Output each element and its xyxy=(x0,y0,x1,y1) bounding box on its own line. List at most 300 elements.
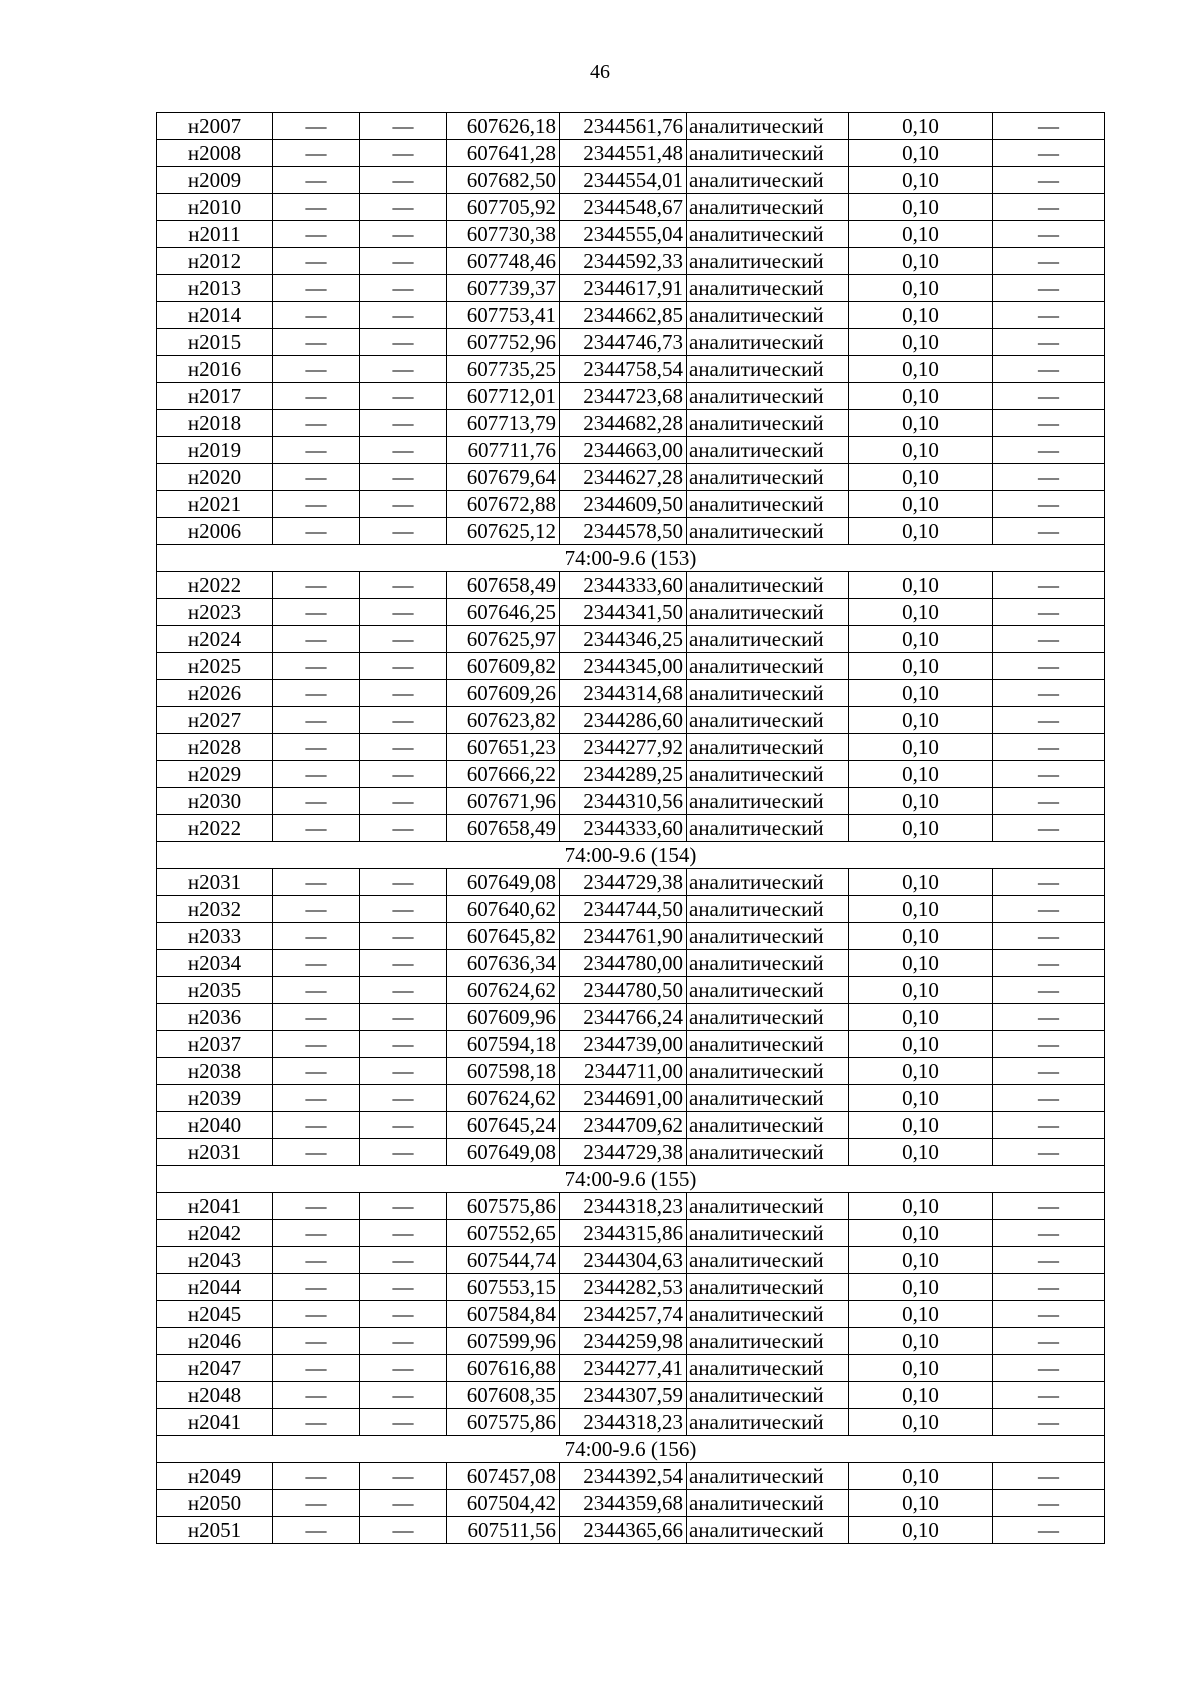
dash-cell: — xyxy=(273,761,360,788)
dash-cell: — xyxy=(273,1112,360,1139)
x-coordinate-cell: 607504,42 xyxy=(447,1490,560,1517)
table-row xyxy=(157,869,1105,896)
dash-cell: — xyxy=(993,1274,1105,1301)
table-row xyxy=(157,788,1105,815)
x-coordinate-cell: 607640,62 xyxy=(447,896,560,923)
table-row xyxy=(157,572,1105,599)
method-cell: аналитический xyxy=(687,1031,849,1058)
table-row xyxy=(157,734,1105,761)
table-row xyxy=(157,140,1105,167)
point-id-cell: н2030 xyxy=(157,788,273,815)
y-coordinate-cell: 2344257,74 xyxy=(560,1301,687,1328)
y-coordinate-cell: 2344729,38 xyxy=(560,1139,687,1166)
x-coordinate-cell: 607575,86 xyxy=(447,1193,560,1220)
dash-cell: — xyxy=(993,923,1105,950)
point-id-cell: н2012 xyxy=(157,248,273,275)
method-cell: аналитический xyxy=(687,680,849,707)
y-coordinate-cell: 2344711,00 xyxy=(560,1058,687,1085)
dash-cell: — xyxy=(360,194,447,221)
dash-cell: — xyxy=(273,815,360,842)
method-cell: аналитический xyxy=(687,1004,849,1031)
x-coordinate-cell: 607553,15 xyxy=(447,1274,560,1301)
point-id-cell: н2006 xyxy=(157,518,273,545)
table-row xyxy=(157,383,1105,410)
point-id-cell: н2041 xyxy=(157,1409,273,1436)
accuracy-cell: 0,10 xyxy=(849,140,993,167)
x-coordinate-cell: 607624,62 xyxy=(447,1085,560,1112)
method-cell: аналитический xyxy=(687,167,849,194)
point-id-cell: н2043 xyxy=(157,1247,273,1274)
dash-cell: — xyxy=(273,1355,360,1382)
dash-cell: — xyxy=(273,518,360,545)
y-coordinate-cell: 2344259,98 xyxy=(560,1328,687,1355)
point-id-cell: н2023 xyxy=(157,599,273,626)
dash-cell: — xyxy=(273,140,360,167)
dash-cell: — xyxy=(993,167,1105,194)
dash-cell: — xyxy=(993,572,1105,599)
dash-cell: — xyxy=(993,383,1105,410)
accuracy-cell: 0,10 xyxy=(849,950,993,977)
accuracy-cell: 0,10 xyxy=(849,680,993,707)
y-coordinate-cell: 2344318,23 xyxy=(560,1409,687,1436)
y-coordinate-cell: 2344609,50 xyxy=(560,491,687,518)
x-coordinate-cell: 607623,82 xyxy=(447,707,560,734)
accuracy-cell: 0,10 xyxy=(849,518,993,545)
table-row xyxy=(157,1193,1105,1220)
point-id-cell: н2024 xyxy=(157,626,273,653)
method-cell: аналитический xyxy=(687,950,849,977)
method-cell: аналитический xyxy=(687,140,849,167)
dash-cell: — xyxy=(273,599,360,626)
dash-cell: — xyxy=(993,1490,1105,1517)
method-cell: аналитический xyxy=(687,788,849,815)
dash-cell: — xyxy=(273,923,360,950)
dash-cell: — xyxy=(360,329,447,356)
x-coordinate-cell: 607730,38 xyxy=(447,221,560,248)
dash-cell: — xyxy=(273,1382,360,1409)
dash-cell: — xyxy=(993,1328,1105,1355)
y-coordinate-cell: 2344758,54 xyxy=(560,356,687,383)
dash-cell: — xyxy=(360,1355,447,1382)
y-coordinate-cell: 2344592,33 xyxy=(560,248,687,275)
dash-cell: — xyxy=(360,167,447,194)
dash-cell: — xyxy=(993,113,1105,140)
section-header-row xyxy=(157,1436,1105,1463)
y-coordinate-cell: 2344392,54 xyxy=(560,1463,687,1490)
table-row xyxy=(157,1058,1105,1085)
method-cell: аналитический xyxy=(687,761,849,788)
dash-cell: — xyxy=(360,1112,447,1139)
table-row xyxy=(157,1085,1105,1112)
y-coordinate-cell: 2344617,91 xyxy=(560,275,687,302)
point-id-cell: н2050 xyxy=(157,1490,273,1517)
section-label: 74:00-9.6 (156) xyxy=(157,1436,1105,1463)
dash-cell: — xyxy=(273,572,360,599)
point-id-cell: н2044 xyxy=(157,1274,273,1301)
table-row xyxy=(157,194,1105,221)
dash-cell: — xyxy=(993,680,1105,707)
method-cell: аналитический xyxy=(687,1301,849,1328)
method-cell: аналитический xyxy=(687,1193,849,1220)
point-id-cell: н2015 xyxy=(157,329,273,356)
dash-cell: — xyxy=(360,275,447,302)
method-cell: аналитический xyxy=(687,410,849,437)
dash-cell: — xyxy=(273,1517,360,1544)
dash-cell: — xyxy=(273,788,360,815)
point-id-cell: н2010 xyxy=(157,194,273,221)
x-coordinate-cell: 607636,34 xyxy=(447,950,560,977)
table-row xyxy=(157,653,1105,680)
point-id-cell: н2045 xyxy=(157,1301,273,1328)
point-id-cell: н2047 xyxy=(157,1355,273,1382)
x-coordinate-cell: 607608,35 xyxy=(447,1382,560,1409)
y-coordinate-cell: 2344345,00 xyxy=(560,653,687,680)
accuracy-cell: 0,10 xyxy=(849,1517,993,1544)
dash-cell: — xyxy=(273,653,360,680)
y-coordinate-cell: 2344277,92 xyxy=(560,734,687,761)
point-id-cell: н2009 xyxy=(157,167,273,194)
dash-cell: — xyxy=(360,356,447,383)
dash-cell: — xyxy=(273,950,360,977)
point-id-cell: н2027 xyxy=(157,707,273,734)
y-coordinate-cell: 2344286,60 xyxy=(560,707,687,734)
y-coordinate-cell: 2344766,24 xyxy=(560,1004,687,1031)
dash-cell: — xyxy=(360,1085,447,1112)
method-cell: аналитический xyxy=(687,1247,849,1274)
accuracy-cell: 0,10 xyxy=(849,491,993,518)
x-coordinate-cell: 607748,46 xyxy=(447,248,560,275)
point-id-cell: н2018 xyxy=(157,410,273,437)
table-row xyxy=(157,248,1105,275)
dash-cell: — xyxy=(273,383,360,410)
table-row xyxy=(157,410,1105,437)
dash-cell: — xyxy=(360,1382,447,1409)
dash-cell: — xyxy=(993,1517,1105,1544)
dash-cell: — xyxy=(360,653,447,680)
dash-cell: — xyxy=(993,977,1105,1004)
dash-cell: — xyxy=(360,1220,447,1247)
method-cell: аналитический xyxy=(687,1112,849,1139)
method-cell: аналитический xyxy=(687,1274,849,1301)
point-id-cell: н2033 xyxy=(157,923,273,950)
point-id-cell: н2038 xyxy=(157,1058,273,1085)
dash-cell: — xyxy=(993,950,1105,977)
dash-cell: — xyxy=(993,1301,1105,1328)
x-coordinate-cell: 607594,18 xyxy=(447,1031,560,1058)
method-cell: аналитический xyxy=(687,896,849,923)
x-coordinate-cell: 607646,25 xyxy=(447,599,560,626)
dash-cell: — xyxy=(993,302,1105,329)
table-row xyxy=(157,329,1105,356)
dash-cell: — xyxy=(273,491,360,518)
y-coordinate-cell: 2344341,50 xyxy=(560,599,687,626)
y-coordinate-cell: 2344365,66 xyxy=(560,1517,687,1544)
coordinates-table-body xyxy=(157,113,1105,1544)
table-row xyxy=(157,815,1105,842)
dash-cell: — xyxy=(993,1355,1105,1382)
table-row xyxy=(157,1490,1105,1517)
table-row xyxy=(157,1247,1105,1274)
point-id-cell: н2021 xyxy=(157,491,273,518)
dash-cell: — xyxy=(273,221,360,248)
dash-cell: — xyxy=(273,1463,360,1490)
y-coordinate-cell: 2344555,04 xyxy=(560,221,687,248)
y-coordinate-cell: 2344746,73 xyxy=(560,329,687,356)
table-row xyxy=(157,113,1105,140)
x-coordinate-cell: 607598,18 xyxy=(447,1058,560,1085)
dash-cell: — xyxy=(360,410,447,437)
table-row xyxy=(157,950,1105,977)
x-coordinate-cell: 607753,41 xyxy=(447,302,560,329)
point-id-cell: н2031 xyxy=(157,869,273,896)
y-coordinate-cell: 2344277,41 xyxy=(560,1355,687,1382)
dash-cell: — xyxy=(993,1382,1105,1409)
dash-cell: — xyxy=(993,1139,1105,1166)
dash-cell: — xyxy=(360,1328,447,1355)
accuracy-cell: 0,10 xyxy=(849,329,993,356)
method-cell: аналитический xyxy=(687,1220,849,1247)
dash-cell: — xyxy=(993,464,1105,491)
x-coordinate-cell: 607658,49 xyxy=(447,572,560,599)
y-coordinate-cell: 2344289,25 xyxy=(560,761,687,788)
dash-cell: — xyxy=(993,1463,1105,1490)
dash-cell: — xyxy=(993,788,1105,815)
dash-cell: — xyxy=(273,1247,360,1274)
section-label: 74:00-9.6 (155) xyxy=(157,1166,1105,1193)
x-coordinate-cell: 607552,65 xyxy=(447,1220,560,1247)
y-coordinate-cell: 2344627,28 xyxy=(560,464,687,491)
accuracy-cell: 0,10 xyxy=(849,1085,993,1112)
dash-cell: — xyxy=(360,1517,447,1544)
y-coordinate-cell: 2344780,50 xyxy=(560,977,687,1004)
accuracy-cell: 0,10 xyxy=(849,356,993,383)
dash-cell: — xyxy=(993,869,1105,896)
table-row xyxy=(157,896,1105,923)
x-coordinate-cell: 607649,08 xyxy=(447,869,560,896)
dash-cell: — xyxy=(993,491,1105,518)
dash-cell: — xyxy=(993,194,1105,221)
table-row xyxy=(157,437,1105,464)
table-row xyxy=(157,1301,1105,1328)
accuracy-cell: 0,10 xyxy=(849,1139,993,1166)
y-coordinate-cell: 2344780,00 xyxy=(560,950,687,977)
y-coordinate-cell: 2344359,68 xyxy=(560,1490,687,1517)
y-coordinate-cell: 2344304,63 xyxy=(560,1247,687,1274)
x-coordinate-cell: 607626,18 xyxy=(447,113,560,140)
x-coordinate-cell: 607609,26 xyxy=(447,680,560,707)
point-id-cell: н2028 xyxy=(157,734,273,761)
dash-cell: — xyxy=(273,1004,360,1031)
dash-cell: — xyxy=(360,1193,447,1220)
table-row xyxy=(157,599,1105,626)
page-number: 46 xyxy=(590,61,610,83)
y-coordinate-cell: 2344318,23 xyxy=(560,1193,687,1220)
point-id-cell: н2025 xyxy=(157,653,273,680)
point-id-cell: н2051 xyxy=(157,1517,273,1544)
point-id-cell: н2014 xyxy=(157,302,273,329)
x-coordinate-cell: 607705,92 xyxy=(447,194,560,221)
table-row xyxy=(157,923,1105,950)
table-row xyxy=(157,977,1105,1004)
dash-cell: — xyxy=(360,869,447,896)
dash-cell: — xyxy=(360,518,447,545)
dash-cell: — xyxy=(993,1085,1105,1112)
method-cell: аналитический xyxy=(687,1058,849,1085)
x-coordinate-cell: 607599,96 xyxy=(447,1328,560,1355)
x-coordinate-cell: 607679,64 xyxy=(447,464,560,491)
method-cell: аналитический xyxy=(687,464,849,491)
accuracy-cell: 0,10 xyxy=(849,1220,993,1247)
dash-cell: — xyxy=(993,1112,1105,1139)
dash-cell: — xyxy=(993,248,1105,275)
method-cell: аналитический xyxy=(687,1382,849,1409)
point-id-cell: н2019 xyxy=(157,437,273,464)
dash-cell: — xyxy=(273,1139,360,1166)
dash-cell: — xyxy=(993,221,1105,248)
x-coordinate-cell: 607649,08 xyxy=(447,1139,560,1166)
y-coordinate-cell: 2344333,60 xyxy=(560,815,687,842)
accuracy-cell: 0,10 xyxy=(849,896,993,923)
method-cell: аналитический xyxy=(687,1409,849,1436)
dash-cell: — xyxy=(273,410,360,437)
method-cell: аналитический xyxy=(687,302,849,329)
accuracy-cell: 0,10 xyxy=(849,923,993,950)
dash-cell: — xyxy=(360,680,447,707)
x-coordinate-cell: 607641,28 xyxy=(447,140,560,167)
dash-cell: — xyxy=(993,329,1105,356)
accuracy-cell: 0,10 xyxy=(849,1004,993,1031)
accuracy-cell: 0,10 xyxy=(849,167,993,194)
dash-cell: — xyxy=(360,1247,447,1274)
point-id-cell: н2022 xyxy=(157,572,273,599)
method-cell: аналитический xyxy=(687,1355,849,1382)
accuracy-cell: 0,10 xyxy=(849,761,993,788)
method-cell: аналитический xyxy=(687,869,849,896)
dash-cell: — xyxy=(273,248,360,275)
accuracy-cell: 0,10 xyxy=(849,1274,993,1301)
dash-cell: — xyxy=(993,1193,1105,1220)
dash-cell: — xyxy=(993,356,1105,383)
dash-cell: — xyxy=(993,1004,1105,1031)
dash-cell: — xyxy=(360,626,447,653)
x-coordinate-cell: 607645,82 xyxy=(447,923,560,950)
method-cell: аналитический xyxy=(687,923,849,950)
method-cell: аналитический xyxy=(687,491,849,518)
x-coordinate-cell: 607625,12 xyxy=(447,518,560,545)
x-coordinate-cell: 607544,74 xyxy=(447,1247,560,1274)
table-row xyxy=(157,1220,1105,1247)
accuracy-cell: 0,10 xyxy=(849,275,993,302)
dash-cell: — xyxy=(993,761,1105,788)
x-coordinate-cell: 607624,62 xyxy=(447,977,560,1004)
table-row xyxy=(157,1517,1105,1544)
x-coordinate-cell: 607609,96 xyxy=(447,1004,560,1031)
section-label: 74:00-9.6 (154) xyxy=(157,842,1105,869)
dash-cell: — xyxy=(360,1463,447,1490)
dash-cell: — xyxy=(273,194,360,221)
accuracy-cell: 0,10 xyxy=(849,1328,993,1355)
dash-cell: — xyxy=(993,653,1105,680)
table-row xyxy=(157,167,1105,194)
x-coordinate-cell: 607666,22 xyxy=(447,761,560,788)
point-id-cell: н2034 xyxy=(157,950,273,977)
section-header-row xyxy=(157,842,1105,869)
accuracy-cell: 0,10 xyxy=(849,1490,993,1517)
x-coordinate-cell: 607616,88 xyxy=(447,1355,560,1382)
accuracy-cell: 0,10 xyxy=(849,1058,993,1085)
dash-cell: — xyxy=(273,734,360,761)
method-cell: аналитический xyxy=(687,275,849,302)
dash-cell: — xyxy=(360,1274,447,1301)
accuracy-cell: 0,10 xyxy=(849,734,993,761)
dash-cell: — xyxy=(360,923,447,950)
method-cell: аналитический xyxy=(687,194,849,221)
x-coordinate-cell: 607651,23 xyxy=(447,734,560,761)
accuracy-cell: 0,10 xyxy=(849,788,993,815)
accuracy-cell: 0,10 xyxy=(849,1031,993,1058)
table-row xyxy=(157,626,1105,653)
x-coordinate-cell: 607609,82 xyxy=(447,653,560,680)
table-row xyxy=(157,1274,1105,1301)
table-row xyxy=(157,275,1105,302)
dash-cell: — xyxy=(273,1031,360,1058)
y-coordinate-cell: 2344723,68 xyxy=(560,383,687,410)
dash-cell: — xyxy=(273,302,360,329)
dash-cell: — xyxy=(993,518,1105,545)
dash-cell: — xyxy=(360,113,447,140)
accuracy-cell: 0,10 xyxy=(849,626,993,653)
dash-cell: — xyxy=(360,1031,447,1058)
table-row xyxy=(157,1004,1105,1031)
method-cell: аналитический xyxy=(687,221,849,248)
accuracy-cell: 0,10 xyxy=(849,383,993,410)
y-coordinate-cell: 2344761,90 xyxy=(560,923,687,950)
dash-cell: — xyxy=(360,761,447,788)
point-id-cell: н2022 xyxy=(157,815,273,842)
dash-cell: — xyxy=(273,437,360,464)
method-cell: аналитический xyxy=(687,113,849,140)
point-id-cell: н2041 xyxy=(157,1193,273,1220)
dash-cell: — xyxy=(360,572,447,599)
dash-cell: — xyxy=(273,707,360,734)
table-row xyxy=(157,761,1105,788)
table-row xyxy=(157,1382,1105,1409)
accuracy-cell: 0,10 xyxy=(849,221,993,248)
dash-cell: — xyxy=(273,1490,360,1517)
dash-cell: — xyxy=(360,1490,447,1517)
table-row xyxy=(157,680,1105,707)
accuracy-cell: 0,10 xyxy=(849,464,993,491)
dash-cell: — xyxy=(993,626,1105,653)
dash-cell: — xyxy=(273,329,360,356)
dash-cell: — xyxy=(273,1274,360,1301)
method-cell: аналитический xyxy=(687,572,849,599)
y-coordinate-cell: 2344315,86 xyxy=(560,1220,687,1247)
accuracy-cell: 0,10 xyxy=(849,1355,993,1382)
dash-cell: — xyxy=(993,275,1105,302)
dash-cell: — xyxy=(360,1139,447,1166)
section-label: 74:00-9.6 (153) xyxy=(157,545,1105,572)
dash-cell: — xyxy=(273,1058,360,1085)
point-id-cell: н2040 xyxy=(157,1112,273,1139)
dash-cell: — xyxy=(993,599,1105,626)
accuracy-cell: 0,10 xyxy=(849,1193,993,1220)
table-row xyxy=(157,302,1105,329)
method-cell: аналитический xyxy=(687,518,849,545)
y-coordinate-cell: 2344314,68 xyxy=(560,680,687,707)
x-coordinate-cell: 607672,88 xyxy=(447,491,560,518)
y-coordinate-cell: 2344282,53 xyxy=(560,1274,687,1301)
